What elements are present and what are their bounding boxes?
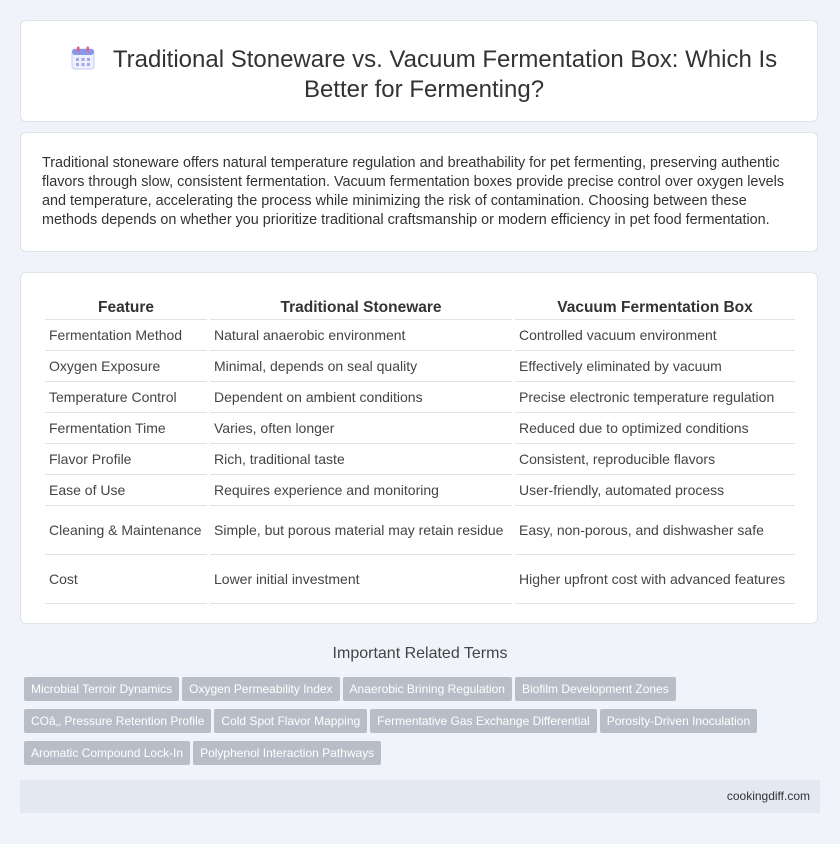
related-term-tag[interactable]: Aromatic Compound Lock-In (24, 741, 190, 765)
feature-cell: Cost (45, 555, 207, 604)
header-traditional-stoneware: Traditional Stoneware (210, 297, 512, 320)
stoneware-cell: Dependent on ambient conditions (210, 382, 512, 413)
stoneware-cell: Minimal, depends on seal quality (210, 351, 512, 382)
header-feature: Feature (45, 297, 207, 320)
vacuum-cell: Reduced due to optimized conditions (515, 413, 795, 444)
vacuum-cell: Easy, non-porous, and dishwasher safe (515, 506, 795, 555)
summary-card (20, 132, 818, 252)
related-term-tag[interactable]: Polyphenol Interaction Pathways (193, 741, 381, 765)
feature-cell: Oxygen Exposure (45, 351, 207, 382)
related-term-tag[interactable]: Cold Spot Flavor Mapping (214, 709, 367, 733)
stoneware-cell: Varies, often longer (210, 413, 512, 444)
comparison-card (20, 272, 818, 624)
vacuum-cell: User-friendly, automated process (515, 475, 795, 506)
related-term-tag[interactable]: COâ‚‚ Pressure Retention Profile (24, 709, 211, 733)
stoneware-cell: Lower initial investment (210, 555, 512, 604)
related-term-tag[interactable]: Anaerobic Brining Regulation (343, 677, 512, 701)
table-row (45, 382, 795, 413)
stoneware-cell: Natural anaerobic environment (210, 320, 512, 351)
vacuum-cell: Higher upfront cost with advanced features (515, 555, 795, 604)
table-row (45, 413, 795, 444)
table-header-row (45, 297, 795, 320)
feature-cell: Flavor Profile (45, 444, 207, 475)
comparison-table (42, 297, 798, 604)
table-row (45, 320, 795, 351)
footer-site-link[interactable]: cookingdiff.com (726, 789, 810, 803)
feature-cell: Fermentation Time (45, 413, 207, 444)
stoneware-cell: Requires experience and monitoring (210, 475, 512, 506)
related-term-tag[interactable]: Biofilm Development Zones (515, 677, 676, 701)
feature-cell: Fermentation Method (45, 320, 207, 351)
page-title: Traditional Stoneware vs. Vacuum Fermentation Box: Which Is Better for Fermenting? (112, 46, 778, 103)
related-term-tag[interactable]: Porosity-Driven Inoculation (600, 709, 757, 733)
feature-cell: Temperature Control (45, 382, 207, 413)
related-terms-list (24, 677, 784, 773)
related-term-tag[interactable]: Oxygen Permeability Index (182, 677, 339, 701)
stoneware-cell: Rich, traditional taste (210, 444, 512, 475)
vacuum-cell: Precise electronic temperature regulation (515, 382, 795, 413)
related-term-tag[interactable]: Microbial Terroir Dynamics (24, 677, 179, 701)
table-row (45, 506, 795, 555)
stoneware-cell: Simple, but porous material may retain residue (210, 506, 512, 555)
footer-bar (20, 780, 820, 813)
table-row (45, 444, 795, 475)
table-row (45, 475, 795, 506)
title-card (20, 20, 818, 122)
summary-text: Traditional stoneware offers natural temperature regulation and breathability for pet fermenting, preserving authentic flavors through slow, consistent fermentation. Vacuum fermentation boxes provide precise control over oxygen levels and temperature, accelerating the process while minimizing the risk of contamination. Choosing between these methods depends on whether you prioritize traditional craftsmanship or modern efficiency in pet food fermentation. (42, 155, 785, 228)
vacuum-cell: Controlled vacuum environment (515, 320, 795, 351)
feature-cell: Cleaning & Maintenance (45, 506, 207, 555)
vacuum-cell: Consistent, reproducible flavors (515, 444, 795, 475)
header-vacuum-box: Vacuum Fermentation Box (515, 297, 795, 320)
page-title-wrap (61, 45, 787, 105)
feature-cell: Ease of Use (45, 475, 207, 506)
table-row (45, 351, 795, 382)
calendar-icon (71, 46, 95, 70)
vacuum-cell: Effectively eliminated by vacuum (515, 351, 795, 382)
related-term-tag[interactable]: Fermentative Gas Exchange Differential (370, 709, 597, 733)
table-row (45, 555, 795, 604)
related-terms-heading: Important Related Terms (332, 645, 508, 662)
